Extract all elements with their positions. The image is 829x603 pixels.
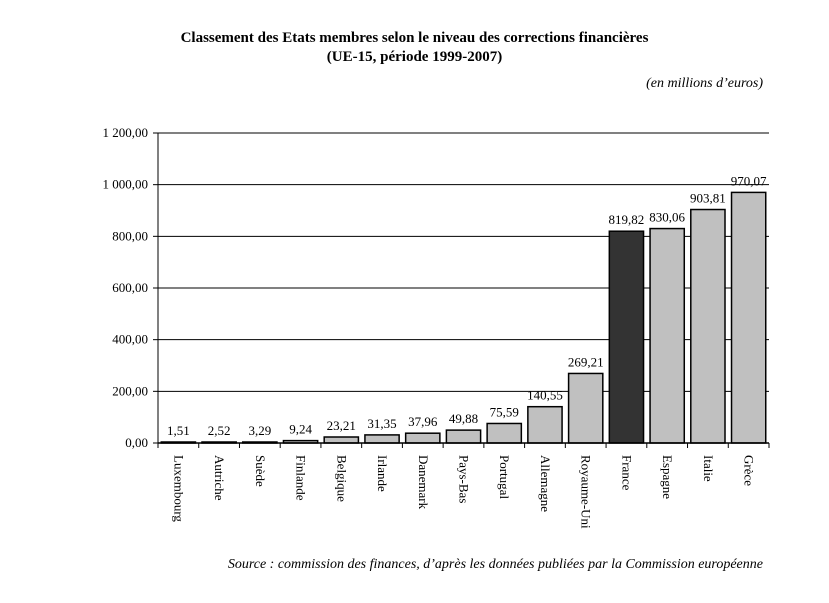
y-tick-label: 0,00	[125, 435, 148, 450]
x-category-label: Suède	[252, 455, 268, 487]
x-category-label: Italie	[700, 455, 716, 482]
x-category-label: Royaume-Uni	[578, 455, 594, 529]
bar-portugal	[487, 423, 521, 443]
x-category-label: Allemagne	[537, 455, 553, 513]
data-label: 49,88	[448, 411, 479, 427]
data-label: 819,82	[608, 212, 645, 228]
x-category-label: Danemark	[415, 455, 431, 510]
source-note: Source : commission des finances, d’après les données publiées par la Commission européenne	[227, 557, 763, 572]
x-category-label: Espagne	[660, 455, 676, 500]
data-label: 140,55	[527, 387, 563, 403]
data-label: 830,06	[649, 209, 686, 225]
data-label: 269,21	[567, 354, 604, 370]
data-label: 75,59	[489, 404, 519, 420]
data-label: 23,21	[326, 418, 356, 434]
chart-title: Classement des Etats membres selon le niveau des corrections financières	[180, 30, 649, 46]
chart-subtitle: (UE-15, période 1999-2007)	[326, 49, 503, 65]
data-label: 31,35	[367, 415, 397, 431]
data-label: 903,81	[690, 190, 726, 206]
x-category-label: Pays-Bas	[456, 455, 472, 504]
x-category-label: Luxembourg	[171, 455, 187, 522]
bar-espagne	[650, 229, 684, 443]
x-category-label: Autriche	[212, 455, 228, 501]
bar-pays-bas	[446, 430, 480, 443]
x-category-label: Belgique	[334, 455, 350, 502]
bar-danemark	[406, 433, 440, 443]
y-tick-label: 800,00	[112, 228, 148, 244]
x-category-label: Irlande	[375, 455, 391, 492]
bar-italie	[691, 210, 725, 443]
bar-gr-ce	[732, 192, 766, 443]
bar-belgique	[324, 437, 358, 443]
unit-note: (en millions d’euros)	[646, 76, 763, 91]
data-label: 2,52	[207, 423, 231, 438]
bar-royaume-uni	[569, 373, 603, 443]
data-label: 970,07	[730, 173, 767, 189]
data-label: 37,96	[408, 414, 438, 430]
y-tick-label: 400,00	[112, 331, 148, 347]
y-tick-label: 600,00	[112, 280, 148, 295]
data-label: 1,51	[166, 423, 190, 438]
data-label: 9,24	[289, 421, 312, 437]
bar-france	[609, 231, 643, 443]
x-category-label: France	[619, 455, 635, 491]
y-tick-label: 1 200,00	[102, 125, 148, 140]
data-label: 3,29	[248, 423, 272, 438]
x-category-label: Portugal	[497, 455, 513, 500]
bar-irlande	[365, 435, 399, 443]
y-tick-label: 200,00	[112, 383, 148, 399]
x-category-label: Finlande	[293, 455, 309, 501]
y-tick-label: 1 000,00	[102, 176, 148, 192]
x-category-label: Grèce	[741, 455, 757, 487]
bar-allemagne	[528, 407, 562, 443]
